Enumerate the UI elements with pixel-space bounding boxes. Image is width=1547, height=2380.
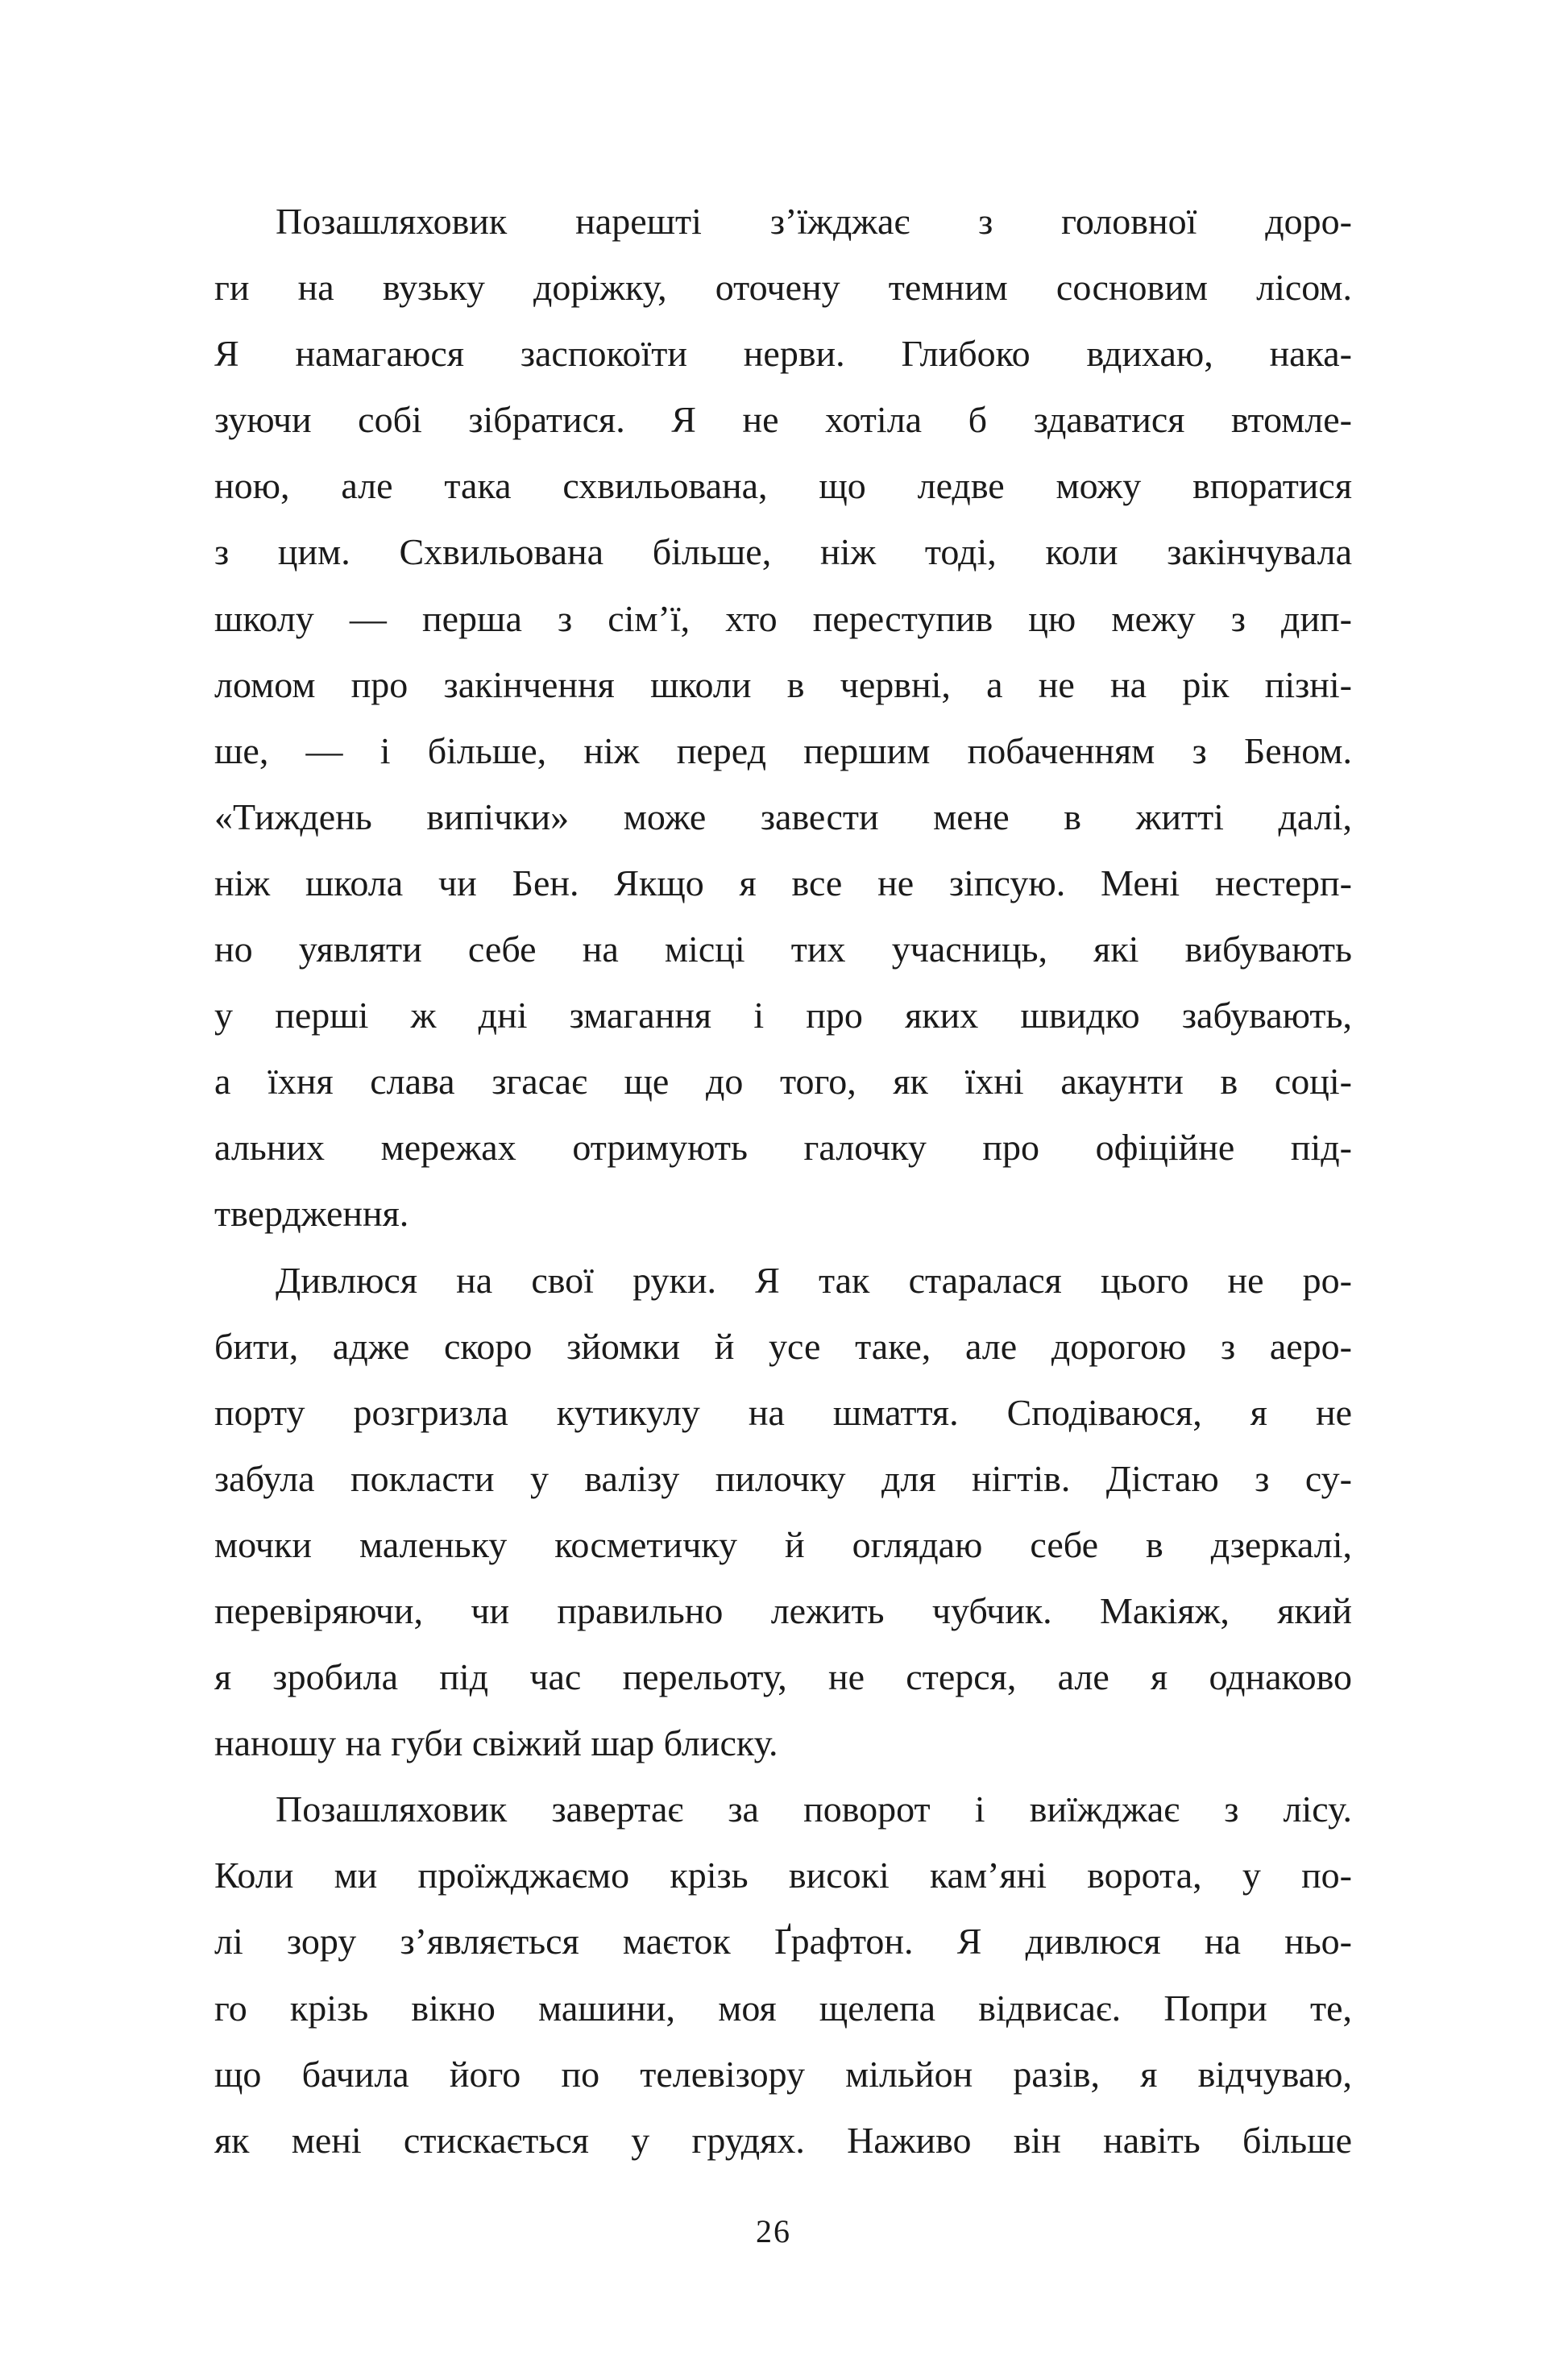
text-line: з цим. Схвильована більше, ніж тоді, коли закінчувала bbox=[214, 531, 1352, 573]
text-line: а їхня слава згасає ще до того, як їхні акаунти в соці- bbox=[214, 1061, 1352, 1103]
text-line: альних мережах отримують галочку про офіційне під- bbox=[214, 1127, 1352, 1169]
body-text bbox=[214, 189, 1352, 2174]
text-line: бити, адже скоро зйомки й усе таке, але дорогою з аеро- bbox=[214, 1325, 1352, 1367]
text-line: що бачила його по телевізору мільйон разів, я відчуваю, bbox=[214, 2053, 1352, 2095]
text-line: зуючи собі зібратися. Я не хотіла б здаватися втомле- bbox=[214, 399, 1352, 441]
text-line: ломом про закінчення школи в червні, а не на рік пізні- bbox=[214, 663, 1352, 705]
text-line: лі зору з’являється маєток Ґрафтон. Я дивлюся на ньо- bbox=[214, 1921, 1352, 1963]
text-line: як мені стискається у грудях. Наживо він навіть більше bbox=[214, 2119, 1352, 2161]
page-number: 26 bbox=[756, 2213, 791, 2249]
paragraph bbox=[214, 1776, 1352, 2174]
text-line: порту розгризла кутикулу на шмаття. Сподіваюся, я не bbox=[214, 1391, 1352, 1433]
text-line: Я намагаюся заспокоїти нерви. Глибоко вдихаю, нака- bbox=[214, 333, 1352, 375]
text-line: забула покласти у валізу пилочку для нігтів. Дістаю з су- bbox=[214, 1457, 1352, 1499]
text-line: перевіряючи, чи правильно лежить чубчик. Макіяж, який bbox=[214, 1589, 1352, 1631]
text-line: Позашляховик нарешті з’їжджає з головної доро- bbox=[276, 201, 1352, 242]
text-line: Коли ми проїжджаємо крізь високі кам’яні ворота, у по- bbox=[214, 1855, 1352, 1896]
text-line: я зробила під час перельоту, не стерся, але я однаково bbox=[214, 1656, 1352, 1698]
text-line: ги на вузьку доріжку, оточену темним сосновим лісом. bbox=[214, 267, 1352, 309]
text-line: у перші ж дні змагання і про яких швидко забувають, bbox=[214, 995, 1352, 1036]
text-line: «Тиждень випічки» може завести мене в житті далі, bbox=[214, 795, 1352, 837]
paragraph bbox=[214, 1248, 1352, 1777]
paragraph bbox=[214, 189, 1352, 1248]
text-line: ніж школа чи Бен. Якщо я все не зіпсую. Мені нестерп- bbox=[214, 862, 1352, 903]
text-line: Позашляховик завертає за поворот і виїжджає з лісу. bbox=[276, 1788, 1352, 1830]
text-line: твердження. bbox=[214, 1193, 409, 1235]
text-line: го крізь вікно машини, моя щелепа відвисає. Попри те, bbox=[214, 1987, 1352, 2029]
text-line: ною, але така схвильована, що ледве можу впоратися bbox=[214, 465, 1352, 507]
text-line: мочки маленьку косметичку й оглядаю себе в дзеркалі, bbox=[214, 1523, 1352, 1565]
text-line: ше, — і більше, ніж перед першим побаченням з Беном. bbox=[214, 729, 1352, 771]
text-line: Дивлюся на свої руки. Я так старалася цього не ро- bbox=[276, 1259, 1352, 1301]
text-line: наношу на губи свіжий шар блиску. bbox=[214, 1722, 778, 1764]
text-line: но уявляти себе на місці тих учасниць, які вибувають bbox=[214, 928, 1352, 970]
text-line: школу — перша з сім’ї, хто переступив цю межу з дип- bbox=[214, 597, 1352, 639]
